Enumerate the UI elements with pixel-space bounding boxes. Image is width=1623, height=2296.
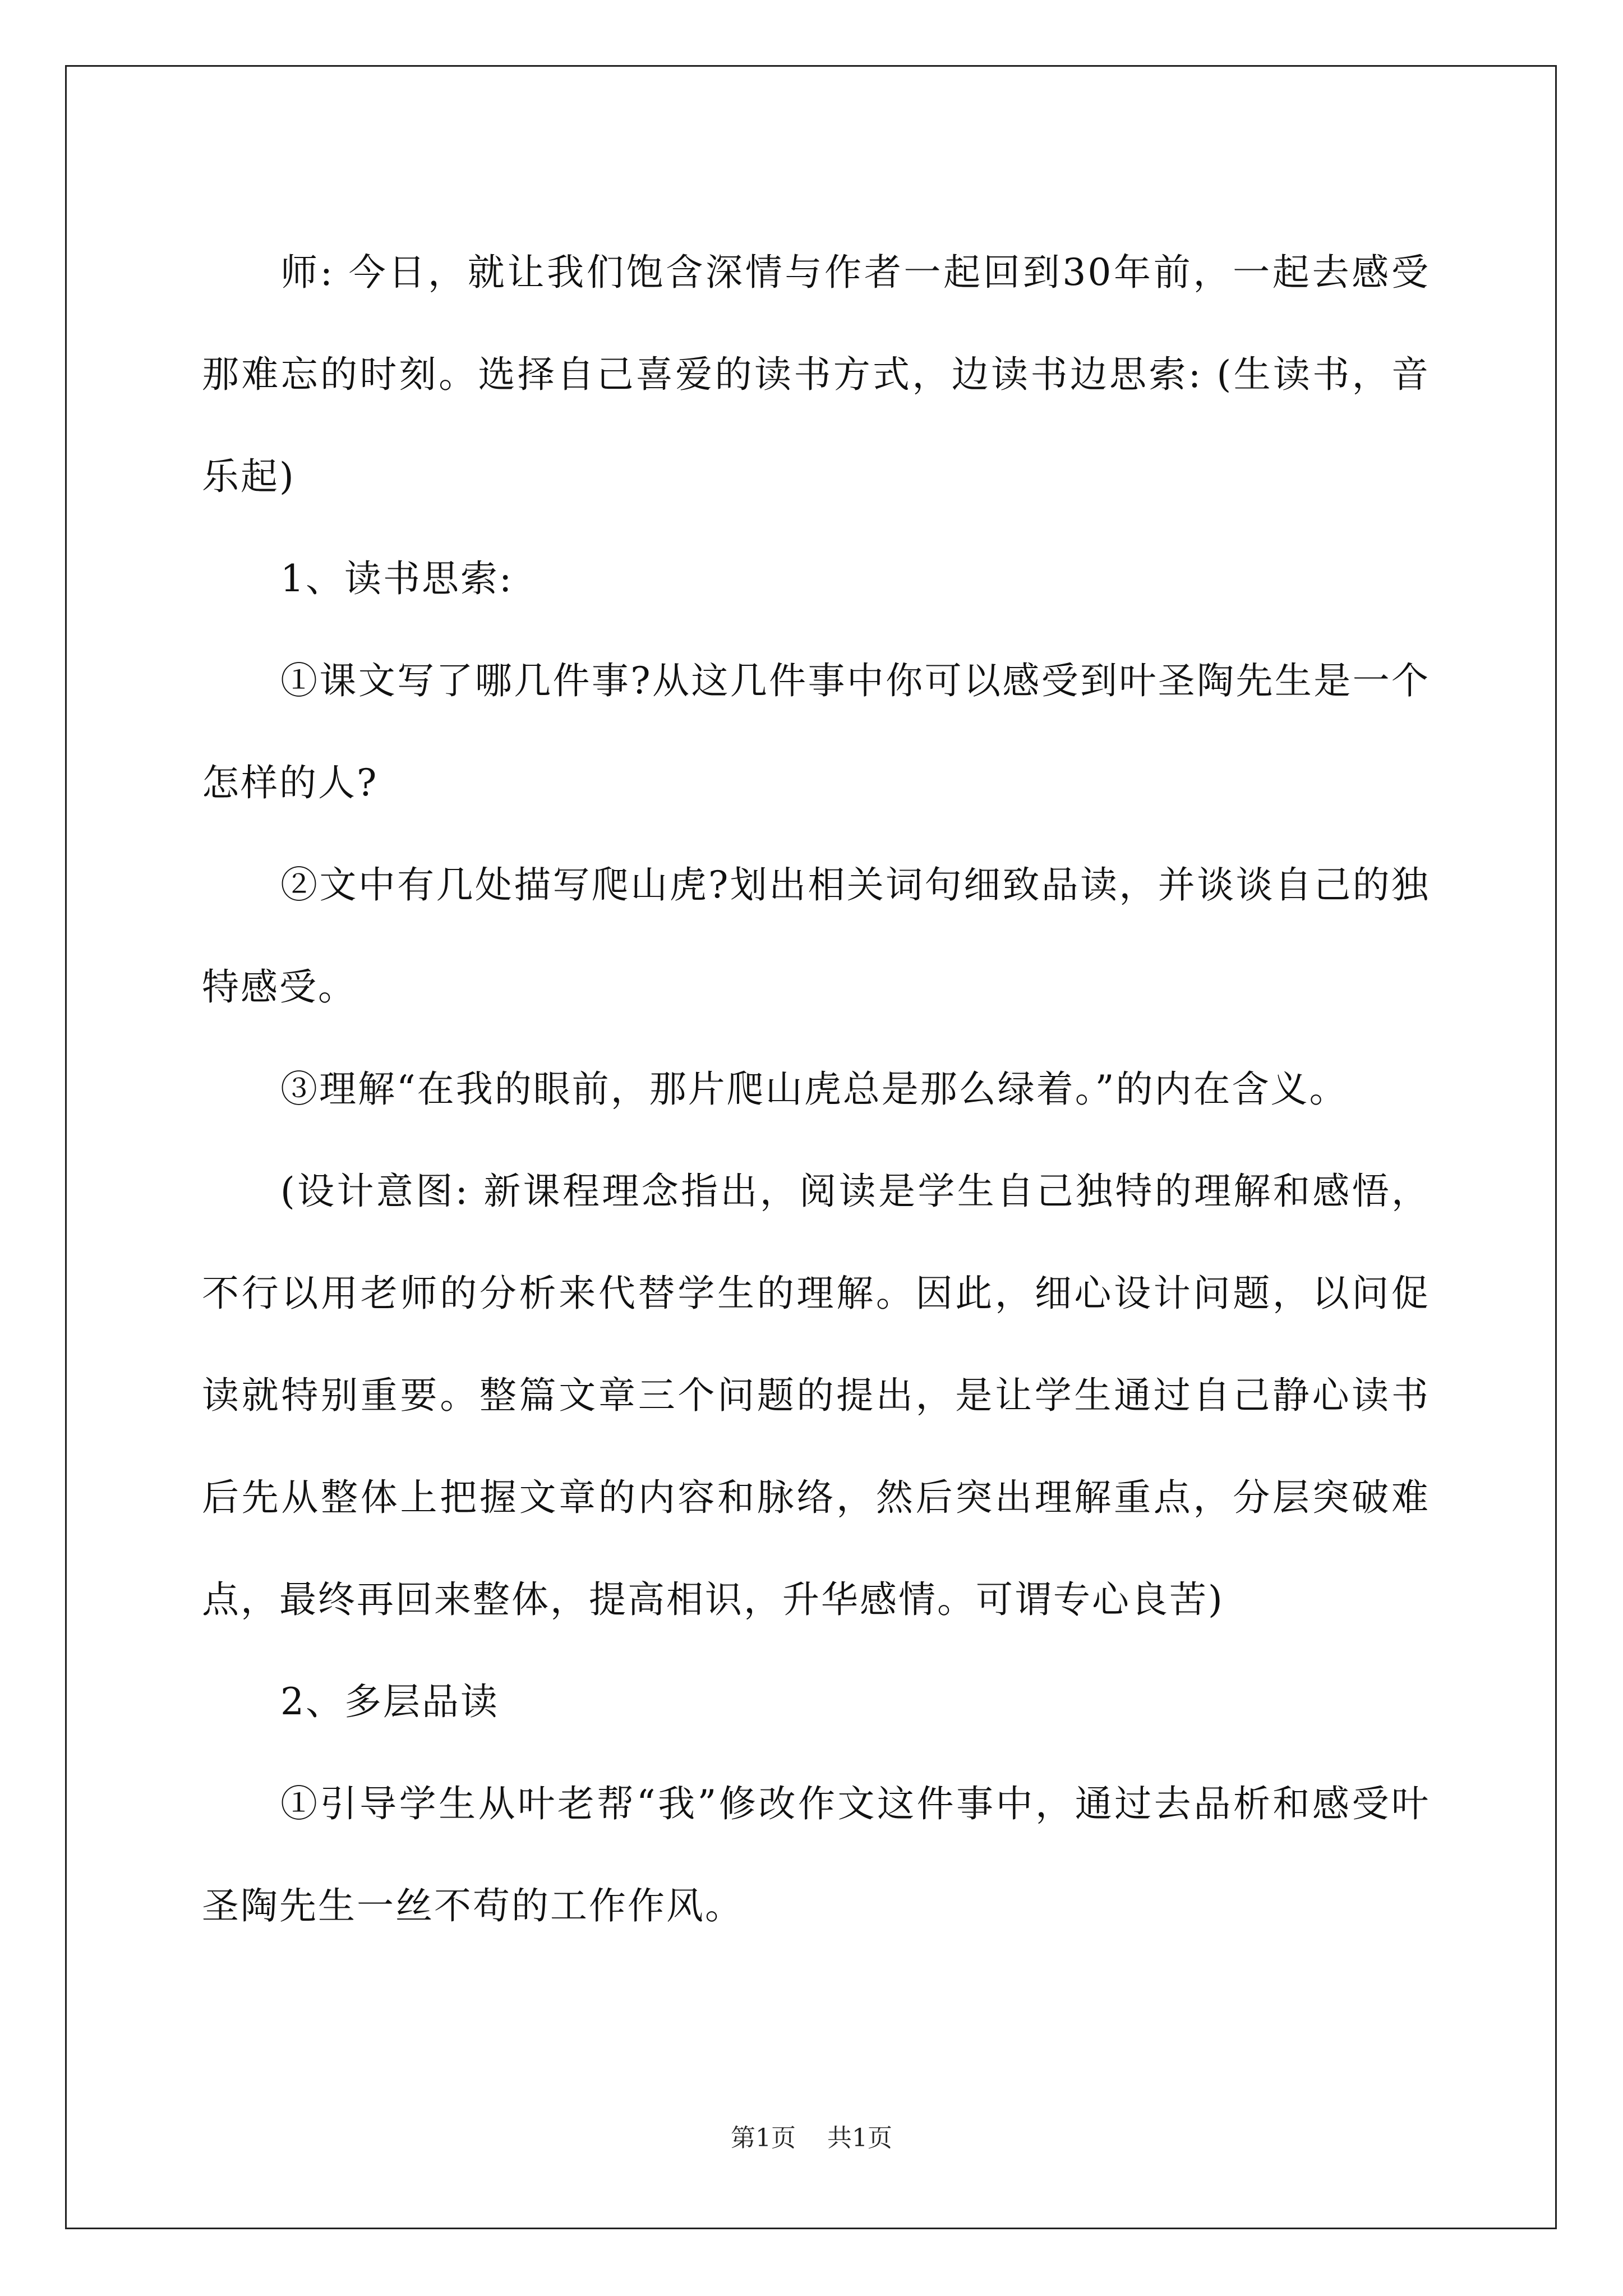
page-number-total: 共1页	[827, 2124, 892, 2152]
paragraph: (设计意图: 新课程理念指出，阅读是学生自己独特的理解和感悟，不行以用老师的分析来代替学生的理解。因此，细心设计问题，以问促读就特别重要。整篇文章三个问题的提出，是让学生通过自己静心读书后先从整体上把握文章的内容和脉络，然后突出理解重点，分层突破难点，最终再回来整体，提高相识，升华感情。可谓专心良苦)	[202, 1170, 1430, 1621]
paragraph: ②文中有几处描写爬山虎?划出相关词句细致品读，并谈谈自己的独特感受。	[202, 863, 1430, 1009]
page-footer	[0, 2122, 1623, 2155]
section-heading: 1、读书思索:	[280, 557, 514, 600]
document-body	[202, 222, 1430, 1957]
paragraph: 师: 今日，就让我们饱含深情与作者一起回到30年前，一起去感受那难忘的时刻。选择自己喜爱的读书方式，边读书边思索: (生读书，音乐起)	[202, 251, 1430, 498]
paragraph: ③理解“在我的眼前，那片爬山虎总是那么绿着。”的内在含义。	[280, 1068, 1348, 1111]
paragraph: ①课文写了哪几件事?从这几件事中你可以感受到叶圣陶先生是一个怎样的人?	[202, 659, 1430, 804]
paragraph: ①引导学生从叶老帮“我”修改作文这件事中，通过去品析和感受叶圣陶先生一丝不苟的工作作风。	[202, 1782, 1430, 1927]
section-heading: 2、多层品读	[280, 1680, 499, 1723]
page-number-current: 第1页	[731, 2124, 796, 2152]
